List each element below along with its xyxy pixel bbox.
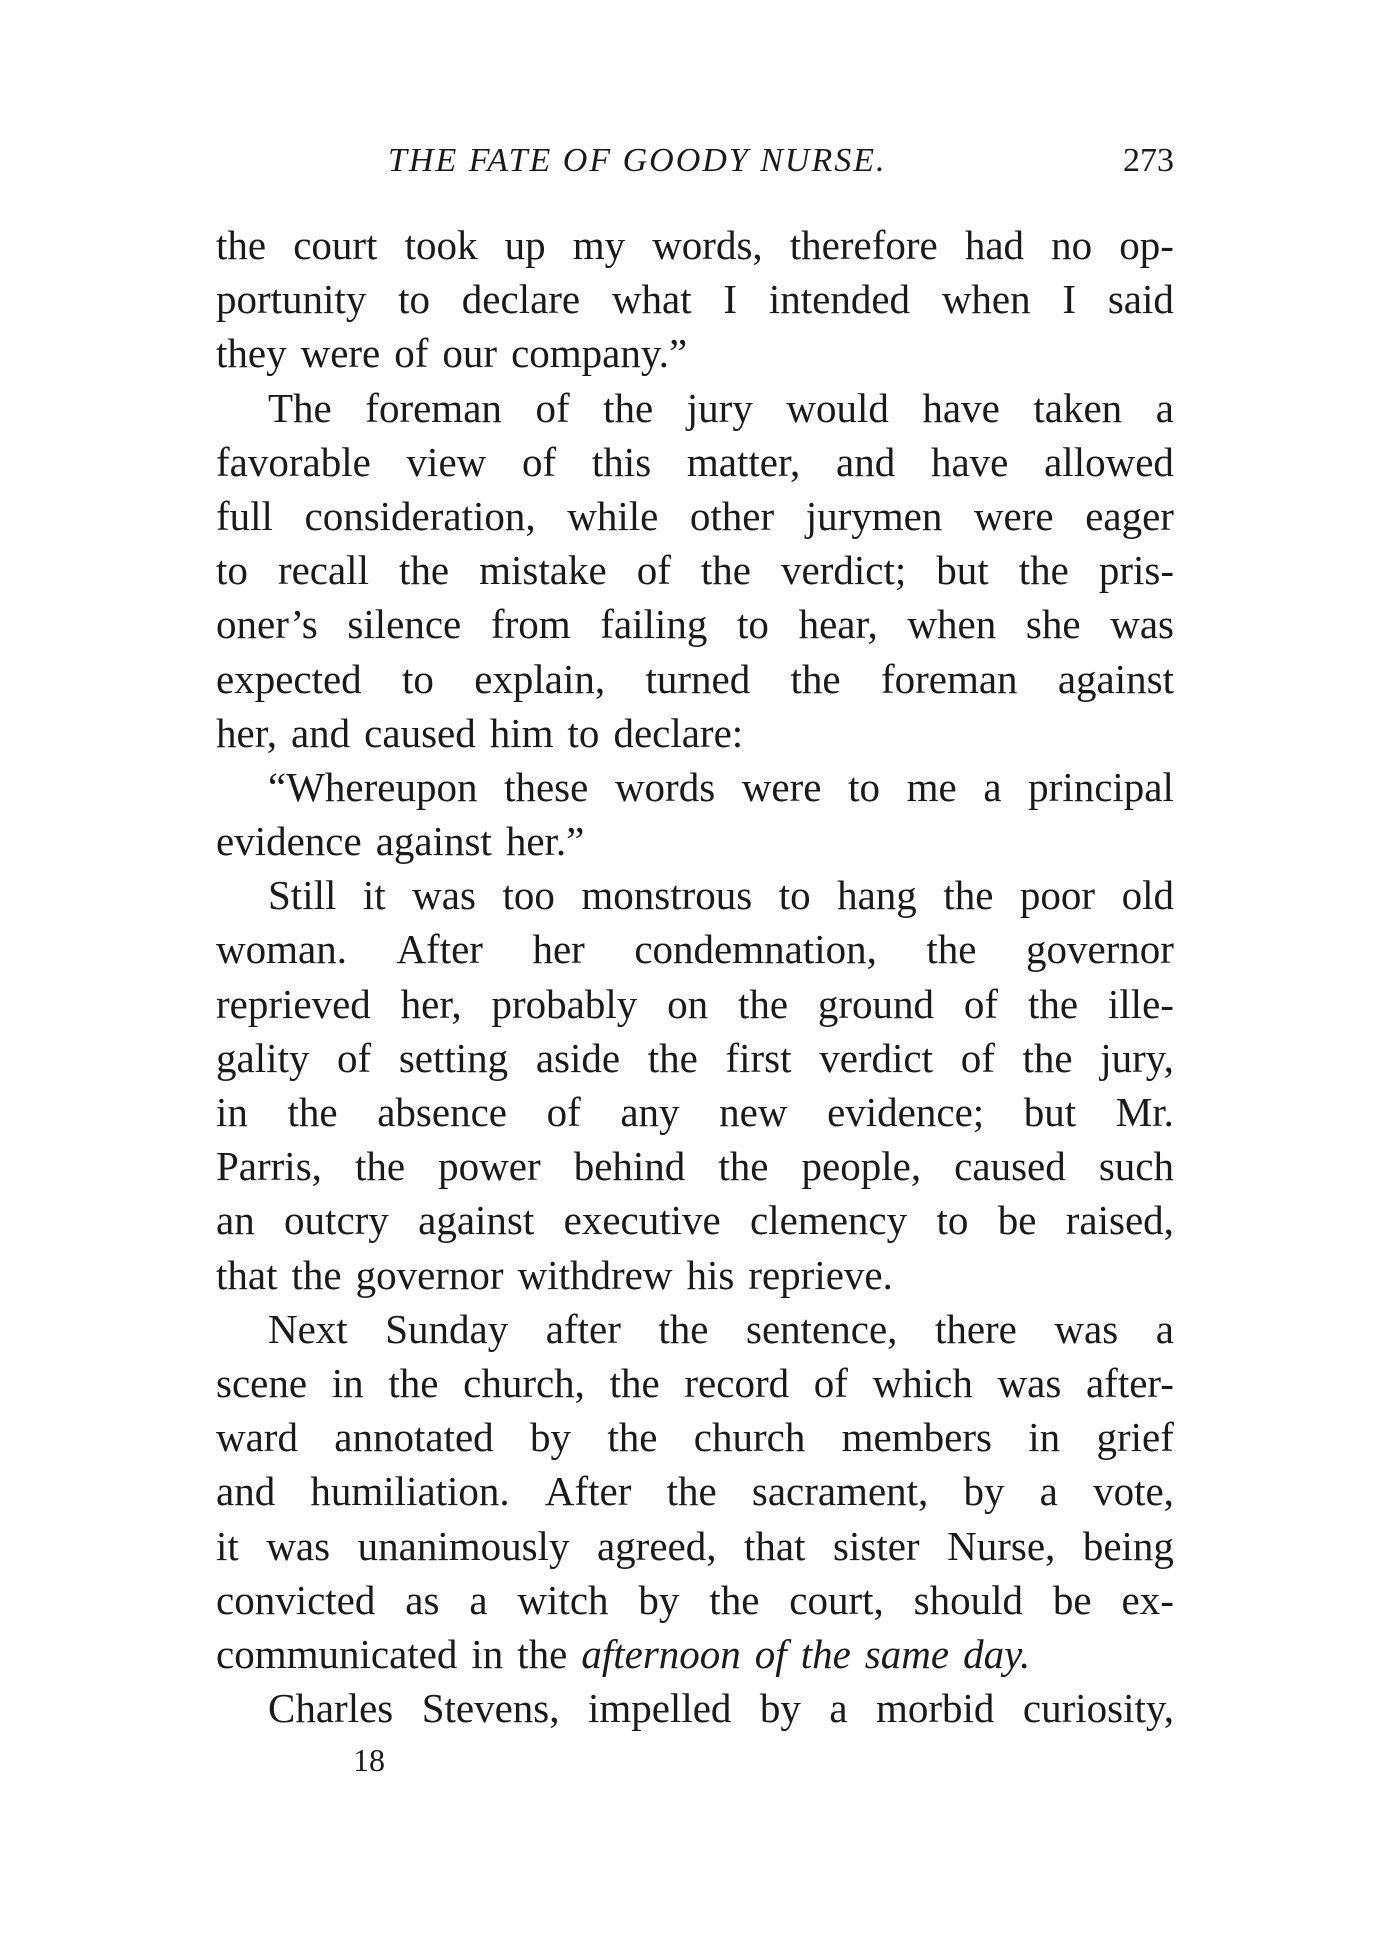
body-text (216, 218, 1174, 1735)
text-line: communicated in the afternoon of the same day. (216, 1630, 1031, 1677)
page-number: 273 (1123, 142, 1174, 179)
text-line: convicted as a witch by the court, should be ex- (216, 1576, 1174, 1623)
text-line: expected to explain, turned the foreman against (216, 655, 1174, 702)
text-line: oner’s silence from failing to hear, when she was (216, 601, 1174, 648)
text-line: they were of our company.” (216, 330, 688, 377)
text-line: The foreman of the jury would have taken a (268, 384, 1174, 431)
text-line: scene in the church, the record of which was after- (216, 1359, 1174, 1406)
running-title: THE FATE OF GOODY NURSE. (388, 142, 887, 179)
text-line: portunity to declare what I intended when I said (216, 276, 1174, 323)
text-line: favorable view of this matter, and have allowed (216, 438, 1174, 485)
text-line: evidence against her.” (216, 818, 585, 865)
text-line: gality of setting aside the first verdict of the jury, (216, 1034, 1174, 1081)
text-line: reprieved her, probably on the ground of the ille- (216, 980, 1174, 1027)
text-line: ward annotated by the church members in grief (216, 1414, 1174, 1461)
text-line: Next Sunday after the sentence, there was a (268, 1305, 1174, 1352)
text-line: Still it was too monstrous to hang the poor old (268, 872, 1174, 919)
text-line: the court took up my words, therefore had no op- (216, 222, 1174, 268)
text-line: woman. After her condemnation, the governor (216, 926, 1174, 973)
text-line: her, and caused him to declare: (216, 709, 744, 756)
signature-mark: 18 (353, 1742, 385, 1778)
text-line: “Whereupon these words were to me a principal (268, 763, 1174, 810)
text-line: it was unanimously agreed, that sister Nurse, being (216, 1522, 1174, 1569)
text-line: in the absence of any new evidence; but Mr. (216, 1089, 1174, 1135)
text-line: and humiliation. After the sacrament, by a vote, (216, 1468, 1174, 1515)
text-line: Parris, the power behind the people, caused such (216, 1143, 1174, 1190)
running-head (216, 142, 1174, 192)
text-line: an outcry against executive clemency to be raised, (216, 1197, 1174, 1244)
text-line: full consideration, while other jurymen were eager (216, 492, 1174, 539)
text-line: Charles Stevens, impelled by a morbid curiosity, (268, 1685, 1174, 1732)
text-line: to recall the mistake of the verdict; but the pris- (216, 547, 1174, 594)
text-line: that the governor withdrew his reprieve. (216, 1251, 893, 1298)
